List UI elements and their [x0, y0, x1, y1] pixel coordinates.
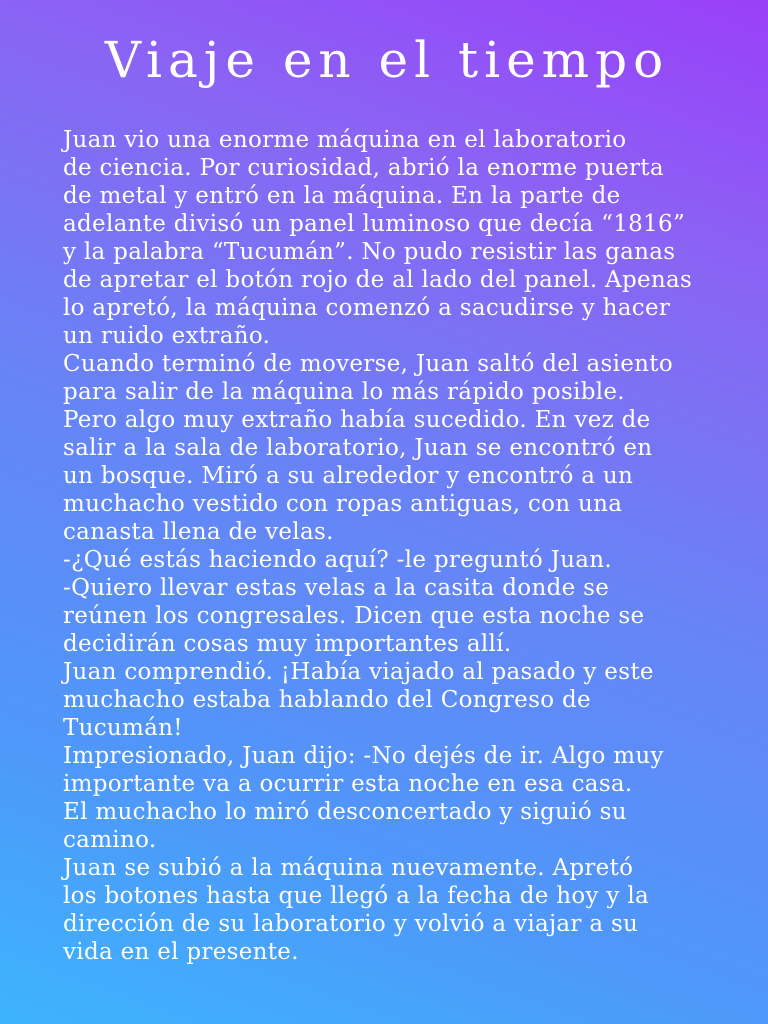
story-line: -¿Qué estás haciendo aquí? -le preguntó Juan. [63, 547, 612, 573]
story-line: muchacho estaba hablando del Congreso de [63, 687, 591, 713]
story-line: adelante divisó un panel luminoso que decía “1816” [63, 211, 686, 237]
story-paragraph [63, 546, 758, 574]
story-line: salir a la sala de laboratorio, Juan se encontró en [63, 435, 653, 461]
story-line: de ciencia. Por curiosidad, abrió la enorme puerta [63, 155, 664, 181]
story-line: Juan vio una enorme máquina en el laboratorio [63, 127, 627, 153]
story-paragraph [63, 574, 758, 658]
story-line: -Quiero llevar estas velas a la casita donde se [63, 575, 610, 601]
story-line: muchacho vestido con ropas antiguas, con una [63, 491, 623, 517]
story-line: lo apretó, la máquina comenzó a sacudirse y hacer [63, 295, 671, 321]
page-title: Viaje en el tiempo [104, 31, 670, 89]
story-line: un bosque. Miró a su alrededor y encontró a un [63, 463, 634, 489]
story-paragraph [63, 658, 758, 742]
story-line: Cuando terminó de moverse, Juan saltó del asiento [63, 351, 673, 377]
story-line: un ruido extraño. [63, 323, 271, 349]
story-line: Tucumán! [63, 715, 183, 741]
story-paragraph [63, 126, 758, 350]
story-paragraph [63, 350, 758, 546]
story-line: camino. [63, 827, 157, 853]
story-paragraph [63, 742, 758, 798]
story-line: canasta llena de velas. [63, 519, 334, 545]
story-line: de apretar el botón rojo de al lado del panel. Apenas [63, 267, 693, 293]
story-paragraph [63, 798, 758, 854]
story-line: dirección de su laboratorio y volvió a viajar a su [63, 911, 639, 937]
story-line: de metal y entró en la máquina. En la parte de [63, 183, 621, 209]
story-line: Juan se subió a la máquina nuevamente. Apretó [63, 855, 634, 881]
story-line: reúnen los congresales. Dicen que esta noche se [63, 603, 645, 629]
story-line: decidirán cosas muy importantes allí. [63, 631, 512, 657]
story-paragraph [63, 854, 758, 966]
story-line: Impresionado, Juan dijo: -No dejés de ir. Algo muy [63, 743, 664, 769]
story-line: para salir de la máquina lo más rápido posible. [63, 379, 625, 405]
story-line: y la palabra “Tucumán”. No pudo resistir las ganas [63, 239, 676, 265]
story-line: importante va a ocurrir esta noche en esa casa. [63, 771, 633, 797]
story-line: los botones hasta que llegó a la fecha de hoy y la [63, 883, 650, 909]
story-line: vida en el presente. [63, 939, 299, 965]
story-text [63, 126, 758, 966]
story-line: Pero algo muy extraño había sucedido. En vez de [63, 407, 651, 433]
story-line: El muchacho lo miró desconcertado y siguió su [63, 799, 627, 825]
story-line: Juan comprendió. ¡Había viajado al pasado y este [63, 659, 654, 685]
